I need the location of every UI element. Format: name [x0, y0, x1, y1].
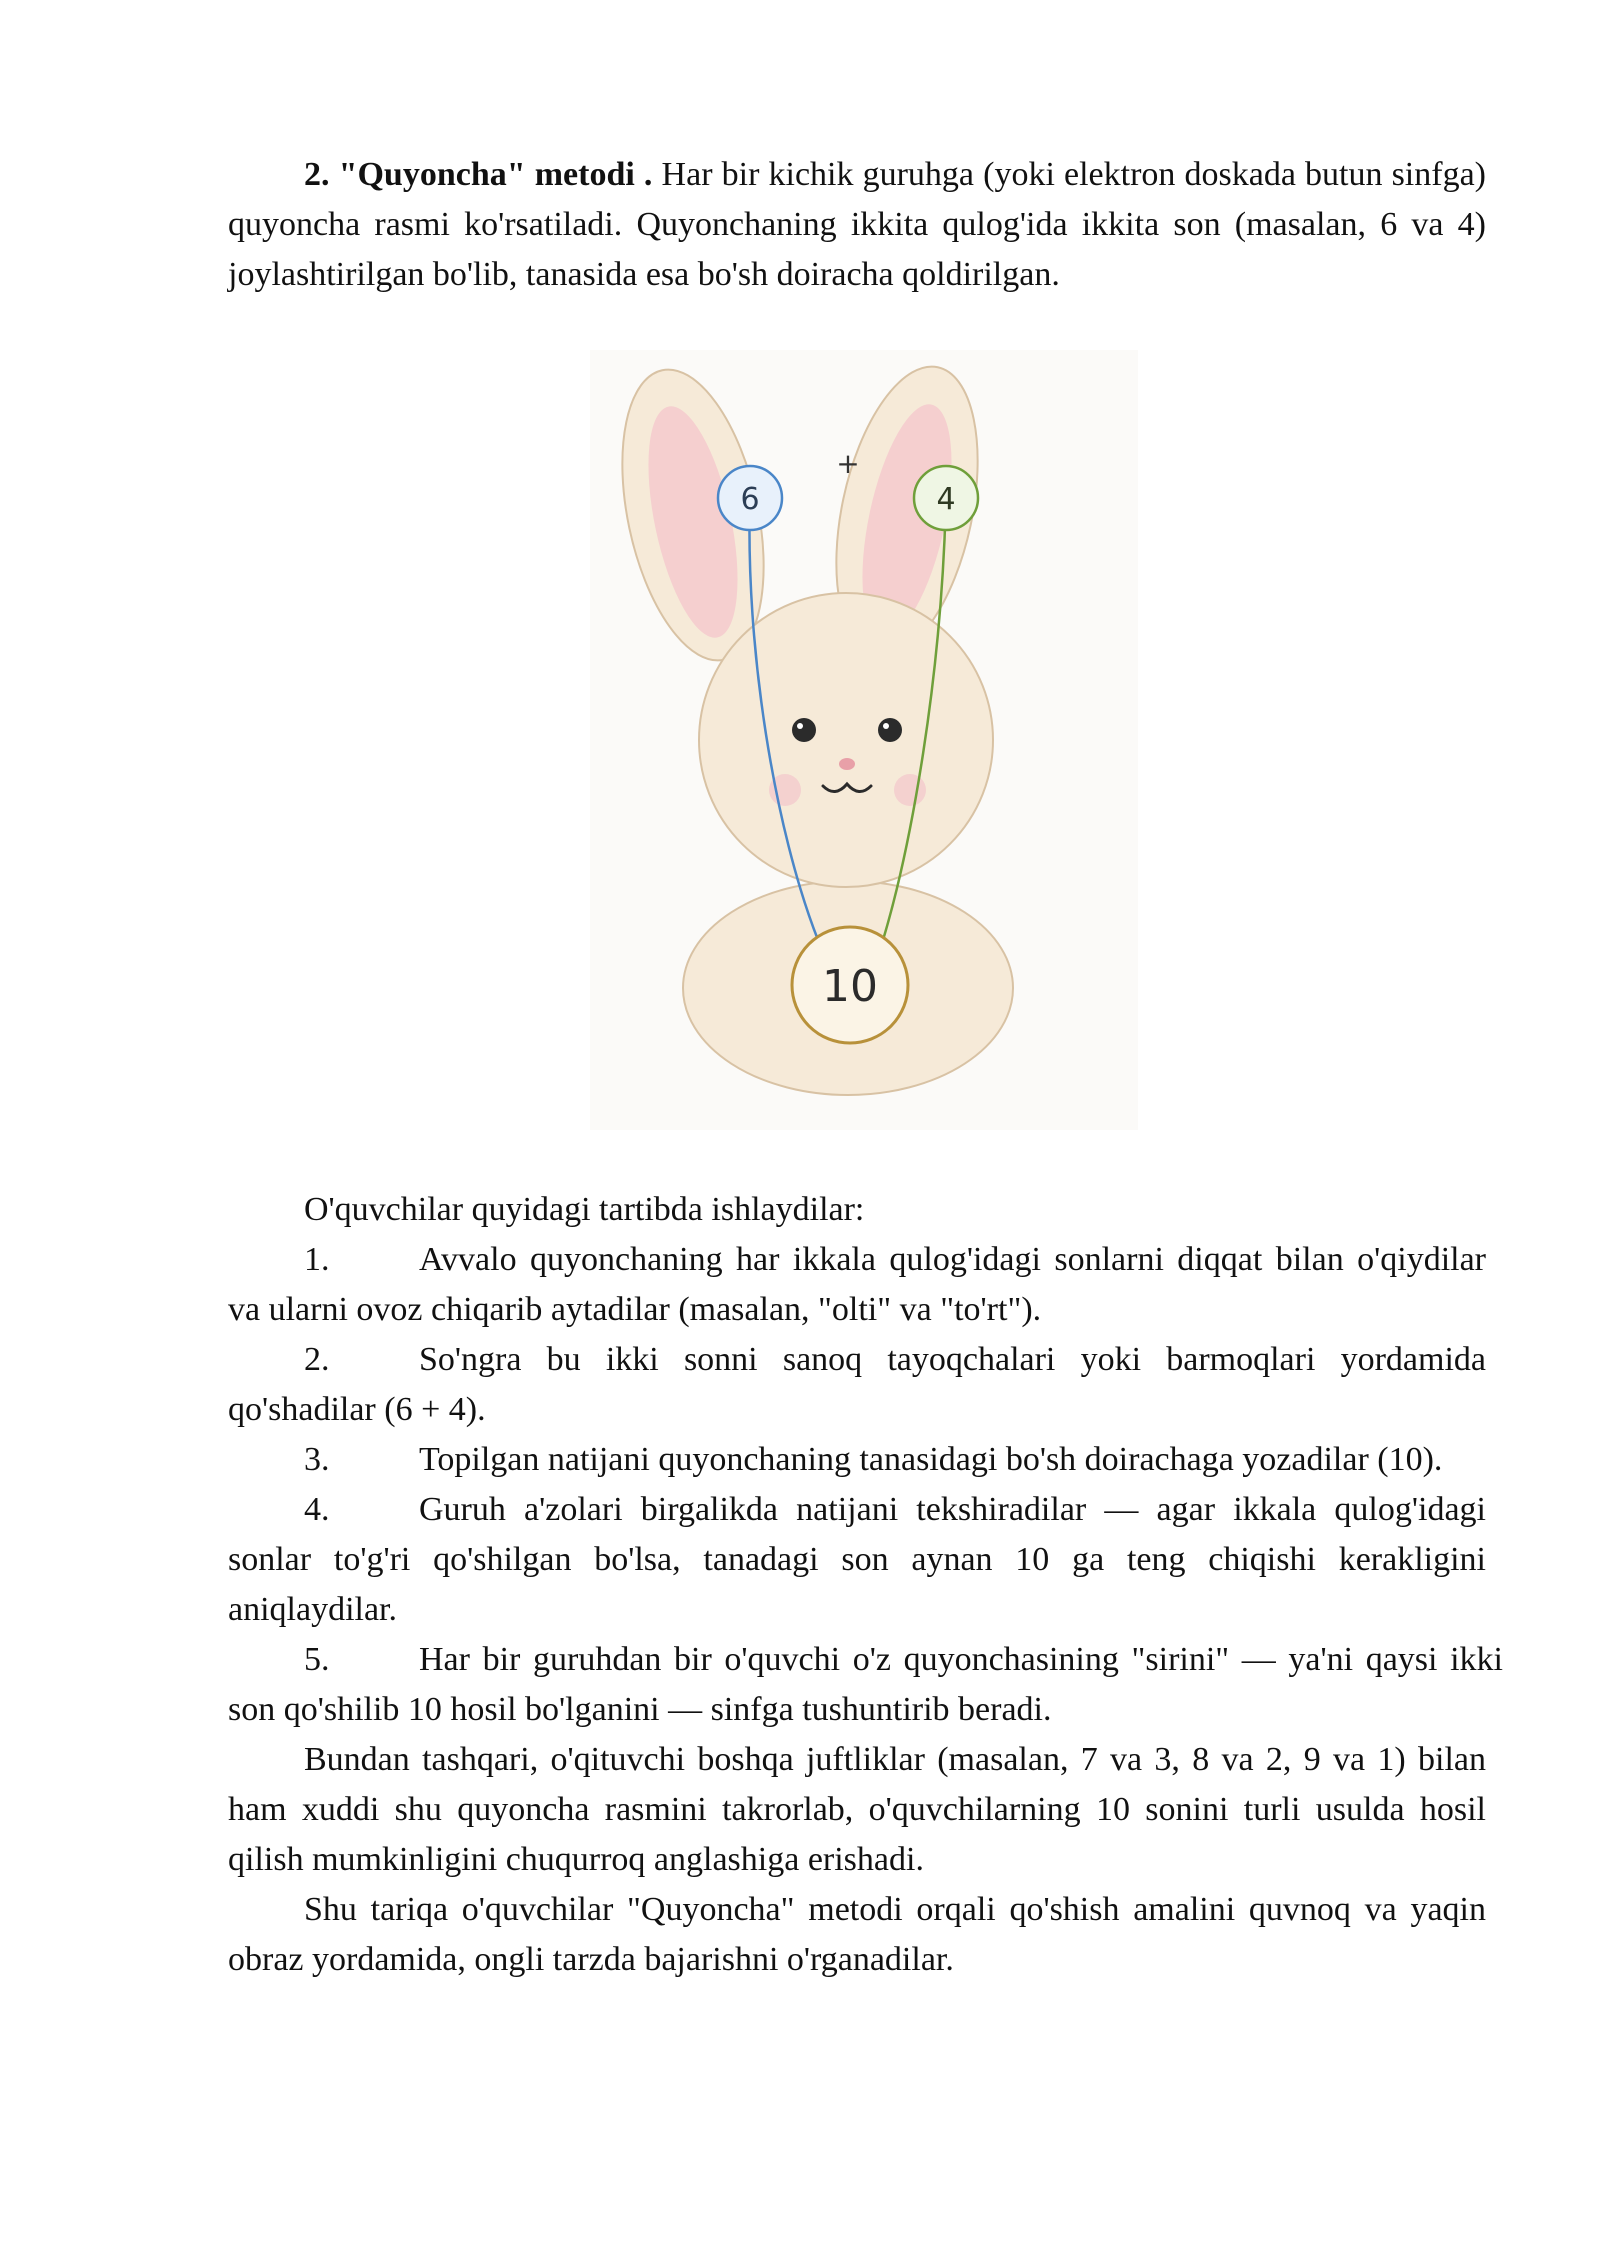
plus-sign: +: [836, 447, 860, 480]
step-item: [228, 1485, 1486, 1635]
procedure-lead: O'quvchilar quyidagi tartibda ishlaydilar:: [304, 1191, 865, 1228]
body-number: 10: [822, 961, 878, 1012]
step-text: Guruh a'zolari birgalikda natijani tekshiradilar — agar ikkala qulog'idagi sonlar to'g'ri qo'shilgan bo'lsa, tanadagi son aynan 10 ga teng chiqishi kerakligini aniqlaydilar.: [228, 1491, 1486, 1628]
final-paragraph: Shu tariqa o'quvchilar "Quyoncha" metodi orqali qo'shish amalini quvnoq va yaqin obraz yordamida, ongli tarzda bajarishni o'rganadilar.: [228, 1891, 1486, 1978]
step-text: So'ngra bu ikki sonni sanoq tayoqchalari yoki barmoqlari yordamida qo'shadilar (6 + 4).: [228, 1341, 1486, 1428]
step-number: 4.: [304, 1491, 330, 1528]
intro-section: [228, 150, 1486, 300]
step-item: [228, 1435, 1486, 1485]
step-item: [228, 1335, 1486, 1435]
left-eye: [792, 718, 816, 742]
right-ear-number: 4: [936, 482, 956, 517]
method-heading: 2. "Quyoncha" metodi .: [304, 156, 653, 193]
right-cheek: [894, 774, 926, 806]
extra-paragraph: Bundan tashqari, o'qituvchi boshqa juftliklar (masalan, 7 va 3, 8 va 2, 9 va 1) bilan ham xuddi shu quyoncha rasmini takrorlab, o'quvchilarning 10 sonini turli usulda hosil qilish mumkinligini chuqurroq anglashiga erishadi.: [228, 1741, 1486, 1878]
step-text: Avvalo quyonchaning har ikkala qulog'idagi sonlarni diqqat bilan o'qiydilar va ularni ovoz chiqarib aytadilar (masalan, "olti" va "to'rt").: [228, 1241, 1486, 1328]
step-number: 1.: [304, 1241, 330, 1278]
rabbit-figure: [590, 350, 1138, 1130]
step-number: 2.: [304, 1341, 330, 1378]
rabbit-nose: [839, 758, 855, 770]
rabbit-illustration: [590, 350, 1138, 1130]
left-ear-number: 6: [740, 482, 760, 517]
step-item: [228, 1235, 1486, 1335]
step-number: 3.: [304, 1441, 330, 1478]
intro-text: Har bir kichik guruhga (yoki elektron doskada butun sinfga) quyoncha rasmi ko'rsatiladi. Quyonchaning ikkita qulog'ida ikkita son (masalan, 6 va 4) joylashtirilgan bo'lib, tanasida esa bo'sh doiracha qoldirilgan.: [228, 156, 1486, 293]
right-eye: [878, 718, 902, 742]
step-text: Har bir guruhdan bir o'quvchi o'z quyonchasining "sirini" — ya'ni qaysi ikki son qo'shilib 10 hosil bo'lganini — sinfga tushuntirib beradi.: [228, 1641, 1503, 1728]
step-number: 5.: [304, 1641, 330, 1678]
rabbit-head: [699, 593, 993, 887]
procedure-section: [228, 1185, 1503, 1985]
step-item: [228, 1635, 1503, 1735]
step-text: Topilgan natijani quyonchaning tanasidagi bo'sh doirachaga yozadilar (10).: [419, 1441, 1443, 1478]
intro-paragraph: [228, 150, 1486, 300]
